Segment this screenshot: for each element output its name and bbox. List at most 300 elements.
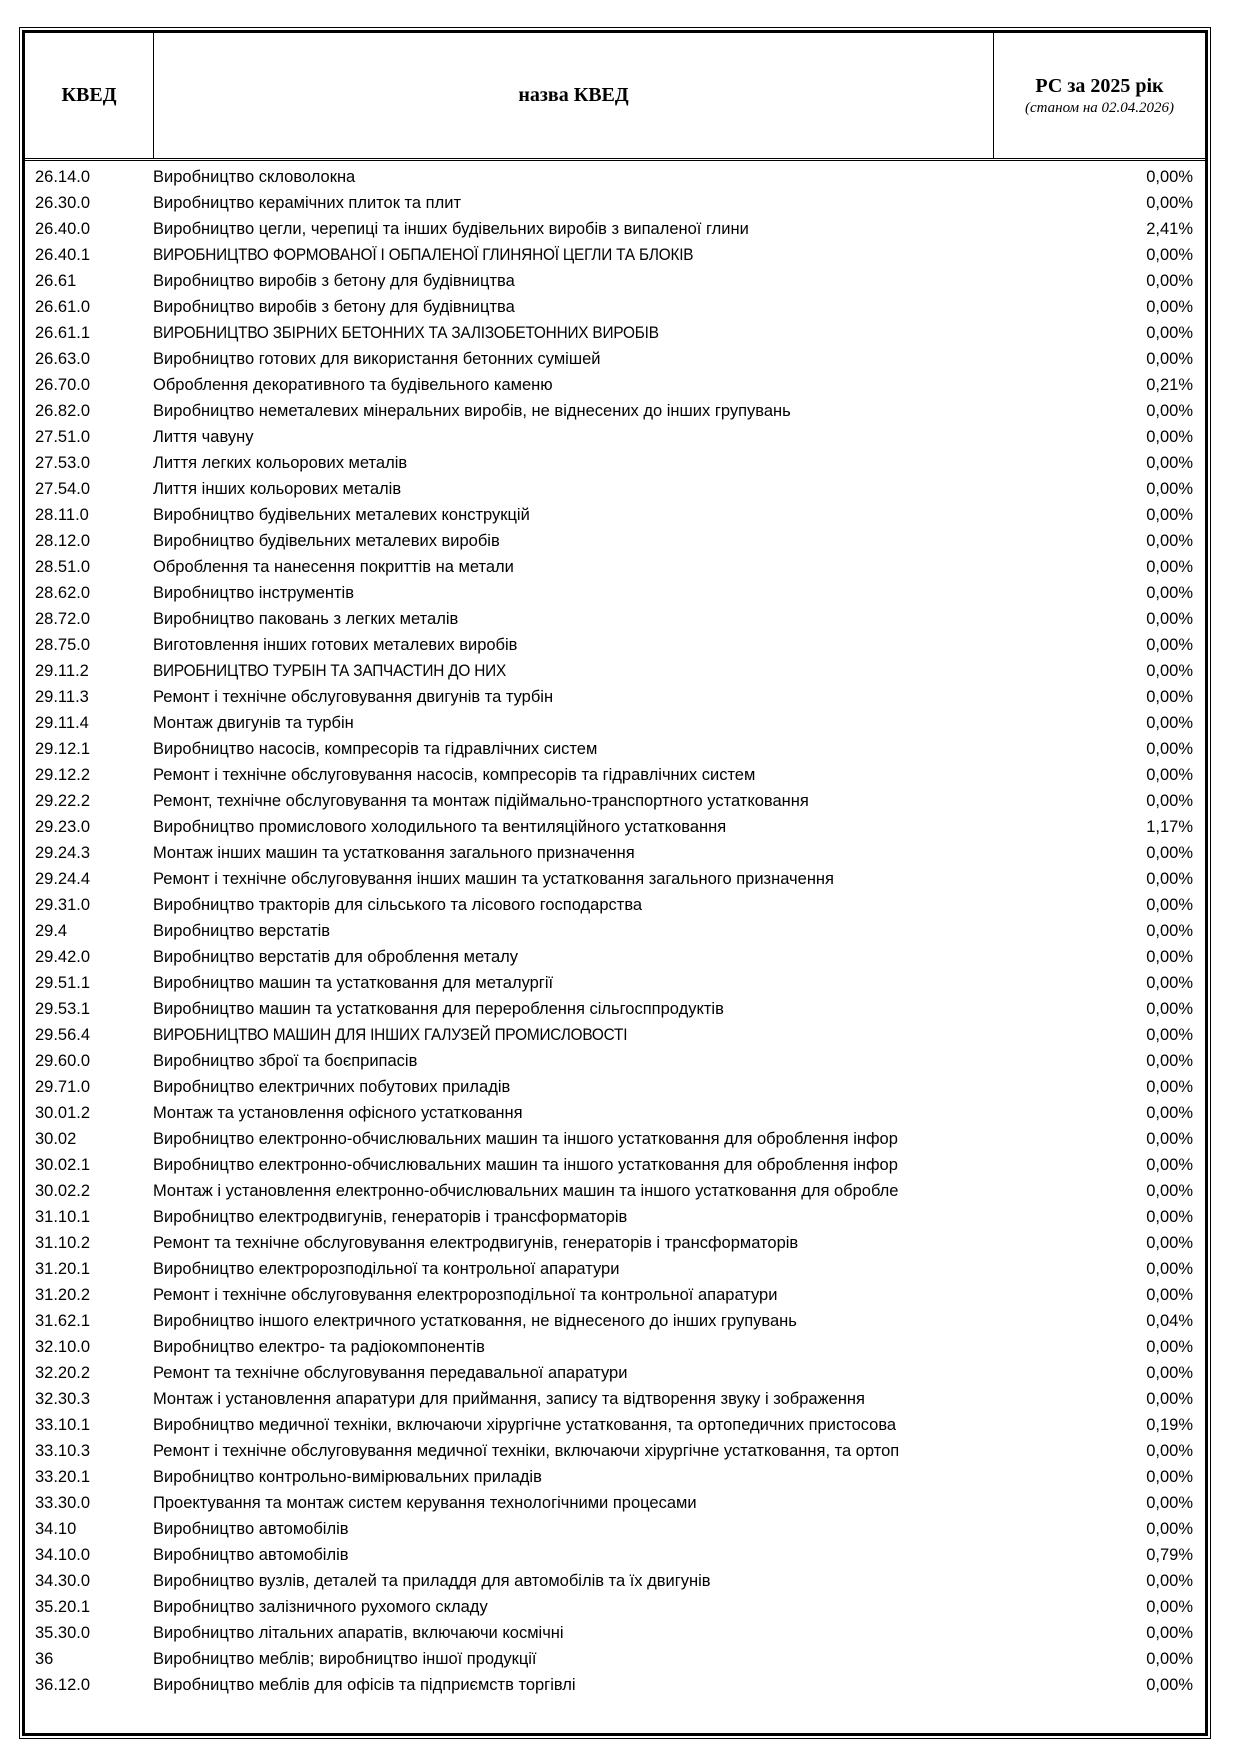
kved-name-cell (153, 216, 993, 242)
kved-code-cell: 30.02 (35, 1130, 77, 1148)
table-row (25, 450, 1205, 476)
rc-value-cell: 0,00% (1146, 1364, 1193, 1382)
kved-name-text: Проектування та монтаж систем керування технологічними процесами (153, 1494, 697, 1512)
kved-code-cell: 26.70.0 (35, 376, 91, 394)
table-row (25, 632, 1205, 658)
kved-name-text: Виробництво виробів з бетону для будівництва (153, 272, 515, 290)
kved-name-text: Ремонт та технічне обслуговування електродвигунів, генераторів і трансформаторів (153, 1234, 799, 1252)
table-row (25, 1464, 1205, 1490)
kved-name-text: Ремонт і технічне обслуговування насосів, компресорів та гідравлічних систем (153, 766, 756, 784)
kved-name-text: Виробництво цегли, черепиці та інших будівельних виробів з випаленої глини (153, 220, 749, 238)
table-row (25, 970, 1205, 996)
kved-name-text: Виробництво машин та устатковання для металургії (153, 974, 554, 992)
table-row (25, 918, 1205, 944)
kved-name-text: Виробництво будівельних металевих конструкцій (153, 506, 530, 524)
rc-value-cell: 0,00% (1146, 1338, 1193, 1356)
kved-name-text: Виробництво електронно-обчислювальних машин та іншого устатковання для оброблення інфор (153, 1156, 898, 1174)
table-row (25, 346, 1205, 372)
kved-name-cell (153, 1568, 993, 1594)
kved-name-cell (153, 866, 993, 892)
kved-name-cell (153, 814, 993, 840)
kved-name-cell (153, 1334, 993, 1360)
table-row (25, 684, 1205, 710)
kved-code-cell: 29.24.3 (35, 844, 91, 862)
kved-name-cell (153, 684, 993, 710)
kved-name-text: Виробництво залізничного рухомого складу (153, 1598, 488, 1616)
kved-name-text: Виробництво машин та устатковання для перероблення сільгосппродуктів (153, 1000, 724, 1018)
table-row (25, 164, 1205, 190)
table-row (25, 528, 1205, 554)
kved-name-text: Ремонт, технічне обслуговування та монтаж підіймально-транспортного устатковання (153, 792, 809, 810)
kved-name-text: Ремонт і технічне обслуговування двигунів та турбін (153, 688, 554, 706)
kved-name-text: Виробництво медичної техніки, включаючи хірургічне устатковання, та ортопедичних пристосова (153, 1416, 897, 1434)
table-row (25, 1516, 1205, 1542)
table-row (25, 1568, 1205, 1594)
kved-name-text: Оброблення та нанесення покриттів на метали (153, 558, 514, 576)
rc-value-cell: 0,21% (1146, 376, 1193, 394)
kved-name-text: Виробництво неметалевих мінеральних виробів, не віднесених до інших групувань (153, 402, 791, 420)
kved-code-cell: 29.51.1 (35, 974, 91, 992)
rc-value-cell: 0,00% (1146, 1624, 1193, 1642)
kved-name-cell (153, 762, 993, 788)
kved-code-cell: 34.10 (35, 1520, 77, 1538)
kved-code-cell: 29.53.1 (35, 1000, 91, 1018)
kved-table (22, 30, 1208, 1736)
rc-value-cell: 0,00% (1146, 532, 1193, 550)
rc-value-cell: 0,00% (1146, 1676, 1193, 1694)
kved-name-text: ВИРОБНИЦТВО ЗБІРНИХ БЕТОННИХ ТА ЗАЛІЗОБЕТОННИХ ВИРОБІВ (153, 324, 659, 342)
rc-value-cell: 0,00% (1146, 1000, 1193, 1018)
kved-name-text: Виробництво автомобілів (153, 1546, 349, 1564)
kved-code-cell: 36.12.0 (35, 1676, 91, 1694)
kved-code-cell: 28.11.0 (35, 506, 89, 524)
kved-name-text: Монтаж і установлення апаратури для приймання, запису та відтворення звуку і зображення (153, 1390, 865, 1408)
rc-value-cell: 0,00% (1146, 298, 1193, 316)
kved-name-text: Виробництво будівельних металевих виробів (153, 532, 500, 550)
table-row (25, 1412, 1205, 1438)
table-row (25, 1438, 1205, 1464)
table-row (25, 1308, 1205, 1334)
rc-value-cell: 0,00% (1146, 948, 1193, 966)
rc-value-cell: 0,00% (1146, 1650, 1193, 1668)
rc-value-cell: 0,00% (1146, 870, 1193, 888)
rc-value-cell: 0,00% (1146, 1520, 1193, 1538)
rc-value-cell: 0,00% (1146, 558, 1193, 576)
rc-value-cell: 0,00% (1146, 662, 1193, 680)
kved-code-cell: 32.30.3 (35, 1390, 91, 1408)
kved-code-cell: 28.75.0 (35, 636, 91, 654)
kved-name-text: Виробництво інструментів (153, 584, 354, 602)
kved-name-cell (153, 580, 993, 606)
kved-name-cell (153, 1230, 993, 1256)
table-row (25, 1204, 1205, 1230)
kved-name-text: Лиття інших кольорових металів (153, 480, 402, 498)
kved-code-cell: 33.30.0 (35, 1494, 91, 1512)
kved-name-cell (153, 476, 993, 502)
kved-name-text: Ремонт та технічне обслуговування передавальної апаратури (153, 1364, 628, 1382)
table-row (25, 814, 1205, 840)
table-row (25, 1256, 1205, 1282)
kved-name-cell (153, 190, 993, 216)
kved-name-text: Виробництво верстатів для оброблення металу (153, 948, 519, 966)
kved-name-cell (153, 1542, 993, 1568)
rc-value-cell: 0,00% (1146, 1234, 1193, 1252)
kved-name-cell (153, 1048, 993, 1074)
rc-value-cell: 0,00% (1146, 792, 1193, 810)
table-row (25, 242, 1205, 268)
kved-code-cell: 29.56.4 (35, 1026, 91, 1044)
kved-code-cell: 29.11.4 (35, 714, 89, 732)
kved-name-cell (153, 1022, 993, 1048)
kved-name-cell (153, 1594, 993, 1620)
kved-code-cell: 29.12.1 (35, 740, 91, 758)
kved-code-cell: 26.61 (35, 272, 77, 290)
header-cell-rc (993, 33, 1205, 158)
kved-code-cell: 26.61.0 (35, 298, 91, 316)
kved-name-cell (153, 970, 993, 996)
header-name-label: назва КВЕД (518, 84, 629, 106)
kved-code-cell: 32.10.0 (35, 1338, 91, 1356)
kved-name-cell (153, 1100, 993, 1126)
rc-value-cell: 0,00% (1146, 1442, 1193, 1460)
table-row (25, 476, 1205, 502)
rc-value-cell: 0,00% (1146, 922, 1193, 940)
kved-name-text: Монтаж та установлення офісного устатковання (153, 1104, 523, 1122)
rc-value-cell: 0,00% (1146, 1052, 1193, 1070)
rc-value-cell: 0,19% (1146, 1416, 1193, 1434)
table-row (25, 1360, 1205, 1386)
kved-name-cell (153, 1516, 993, 1542)
table-row (25, 320, 1205, 346)
kved-name-text: Виробництво промислового холодильного та вентиляційного устатковання (153, 818, 727, 836)
kved-name-cell (153, 1438, 993, 1464)
rc-value-cell: 0,00% (1146, 1260, 1193, 1278)
kved-code-cell: 27.53.0 (35, 454, 91, 472)
kved-code-cell: 35.30.0 (35, 1624, 91, 1642)
kved-code-cell: 26.61.1 (35, 324, 91, 342)
rc-value-cell: 0,00% (1146, 1130, 1193, 1148)
table-row (25, 606, 1205, 632)
kved-code-cell: 28.72.0 (35, 610, 91, 628)
kved-code-cell: 28.62.0 (35, 584, 91, 602)
kved-name-cell (153, 268, 993, 294)
kved-name-cell (153, 164, 993, 190)
kved-name-cell (153, 632, 993, 658)
kved-name-cell (153, 892, 993, 918)
table-row (25, 736, 1205, 762)
kved-code-cell: 29.12.2 (35, 766, 91, 784)
kved-name-text: Виробництво електродвигунів, генераторів і трансформаторів (153, 1208, 628, 1226)
kved-name-text: Виробництво верстатів (153, 922, 331, 940)
kved-name-text: Монтаж інших машин та устатковання загального призначення (153, 844, 635, 862)
kved-name-cell (153, 1126, 993, 1152)
kved-name-text: Лиття чавуну (153, 428, 254, 446)
kved-code-cell: 26.30.0 (35, 194, 91, 212)
kved-name-cell (153, 294, 993, 320)
rc-value-cell: 0,00% (1146, 740, 1193, 758)
kved-name-cell (153, 1308, 993, 1334)
kved-code-cell: 33.10.3 (35, 1442, 91, 1460)
kved-name-text: Виробництво електророзподільної та контрольної апаратури (153, 1260, 620, 1278)
table-row (25, 1386, 1205, 1412)
kved-name-text: Оброблення декоративного та будівельного каменю (153, 376, 553, 394)
table-row (25, 762, 1205, 788)
table-row (25, 1542, 1205, 1568)
table-row (25, 1178, 1205, 1204)
table-row (25, 502, 1205, 528)
kved-code-cell: 31.62.1 (35, 1312, 91, 1330)
rc-value-cell: 0,00% (1146, 584, 1193, 602)
rc-value-cell: 0,00% (1146, 610, 1193, 628)
rc-value-cell: 0,00% (1146, 1572, 1193, 1590)
kved-code-cell: 29.11.2 (35, 662, 89, 680)
table-row (25, 1672, 1205, 1698)
kved-name-cell (153, 1672, 993, 1698)
kved-code-cell: 30.01.2 (35, 1104, 91, 1122)
kved-code-cell: 31.20.2 (35, 1286, 91, 1304)
kved-name-text: Виробництво зброї та боєприпасів (153, 1052, 418, 1070)
rc-value-cell: 0,00% (1146, 688, 1193, 706)
kved-name-cell (153, 944, 993, 970)
table-row (25, 840, 1205, 866)
rc-value-cell: 0,00% (1146, 324, 1193, 342)
table-row (25, 1620, 1205, 1646)
kved-name-cell (153, 788, 993, 814)
rc-value-cell: 0,00% (1146, 1208, 1193, 1226)
kved-name-cell (153, 658, 993, 684)
header-kved-label: КВЕД (61, 84, 117, 106)
table-row (25, 710, 1205, 736)
kved-name-cell (153, 1646, 993, 1672)
rc-value-cell: 0,00% (1146, 194, 1193, 212)
rc-value-cell: 0,00% (1146, 1390, 1193, 1408)
kved-code-cell: 27.54.0 (35, 480, 91, 498)
kved-name-cell (153, 320, 993, 346)
kved-name-cell (153, 1074, 993, 1100)
rc-value-cell: 0,00% (1146, 350, 1193, 368)
rc-value-cell: 0,00% (1146, 766, 1193, 784)
kved-name-text: Виробництво готових для використання бетонних сумішей (153, 350, 601, 368)
rc-value-cell: 0,00% (1146, 454, 1193, 472)
table-row (25, 424, 1205, 450)
table-row (25, 1490, 1205, 1516)
rc-value-cell: 0,00% (1146, 844, 1193, 862)
rc-value-cell: 0,00% (1146, 1468, 1193, 1486)
table-row (25, 892, 1205, 918)
table-row (25, 1022, 1205, 1048)
kved-name-text: Монтаж двигунів та турбін (153, 714, 354, 732)
header-cell-kved (25, 33, 153, 158)
kved-name-text: ВИРОБНИЦТВО ФОРМОВАНОЇ І ОБПАЛЕНОЇ ГЛИНЯНОЇ ЦЕГЛИ ТА БЛОКІВ (153, 246, 694, 264)
kved-name-text: Виробництво автомобілів (153, 1520, 349, 1538)
kved-name-cell (153, 1152, 993, 1178)
kved-code-cell: 29.60.0 (35, 1052, 91, 1070)
kved-code-cell: 27.51.0 (35, 428, 91, 446)
kved-name-text: Виготовлення інших готових металевих виробів (153, 636, 518, 654)
kved-code-cell: 29.22.2 (35, 792, 91, 810)
kved-name-text: Ремонт і технічне обслуговування інших машин та устатковання загального призначення (153, 870, 834, 888)
kved-code-cell: 33.10.1 (35, 1416, 91, 1434)
kved-code-cell: 29.11.3 (35, 688, 89, 706)
table-row (25, 216, 1205, 242)
kved-code-cell: 26.40.0 (35, 220, 91, 238)
kved-code-cell: 26.14.0 (35, 168, 91, 186)
kved-name-cell (153, 502, 993, 528)
kved-name-text: Лиття легких кольорових металів (153, 454, 408, 472)
rc-value-cell: 0,00% (1146, 974, 1193, 992)
table-row (25, 268, 1205, 294)
table-row (25, 372, 1205, 398)
kved-name-cell (153, 1620, 993, 1646)
kved-code-cell: 28.51.0 (35, 558, 91, 576)
kved-code-cell: 31.10.1 (35, 1208, 91, 1226)
kved-name-text: Ремонт і технічне обслуговування електророзподільної та контрольної апаратури (153, 1286, 778, 1304)
rc-value-cell: 0,00% (1146, 714, 1193, 732)
kved-name-cell (153, 450, 993, 476)
kved-name-cell (153, 1204, 993, 1230)
table-row (25, 1646, 1205, 1672)
kved-name-text: Виробництво іншого електричного устатковання, не віднесеного до інших групувань (153, 1312, 797, 1330)
table-row (25, 658, 1205, 684)
rc-value-cell: 0,00% (1146, 1286, 1193, 1304)
rc-value-cell: 0,00% (1146, 636, 1193, 654)
kved-code-cell: 31.10.2 (35, 1234, 91, 1252)
kved-code-cell: 29.4 (35, 922, 68, 940)
kved-name-text: Монтаж і установлення електронно-обчислювальних машин та іншого устатковання для обробле (153, 1182, 899, 1200)
kved-name-text: Виробництво меблів для офісів та підприємств торгівлі (153, 1676, 576, 1694)
kved-code-cell: 33.20.1 (35, 1468, 91, 1486)
rc-value-cell: 0,00% (1146, 168, 1193, 186)
kved-name-cell (153, 554, 993, 580)
kved-name-cell (153, 346, 993, 372)
table-row (25, 1282, 1205, 1308)
rc-value-cell: 0,00% (1146, 1104, 1193, 1122)
kved-name-cell (153, 1282, 993, 1308)
kved-name-text: ВИРОБНИЦТВО ТУРБІН ТА ЗАПЧАСТИН ДО НИХ (153, 662, 507, 680)
header-cell-name (153, 33, 993, 158)
kved-name-cell (153, 606, 993, 632)
kved-name-text: Виробництво керамічних плиток та плит (153, 194, 462, 212)
kved-name-cell (153, 1178, 993, 1204)
rc-value-cell: 0,00% (1146, 246, 1193, 264)
table-row (25, 1334, 1205, 1360)
kved-code-cell: 32.20.2 (35, 1364, 91, 1382)
rc-value-cell: 0,00% (1146, 1598, 1193, 1616)
table-row (25, 944, 1205, 970)
table-header-row (25, 33, 1205, 161)
kved-code-cell: 29.23.0 (35, 818, 91, 836)
table-row (25, 1594, 1205, 1620)
kved-name-cell (153, 1490, 993, 1516)
kved-name-text: Виробництво електронно-обчислювальних машин та іншого устатковання для оброблення інфор (153, 1130, 898, 1148)
kved-name-cell (153, 372, 993, 398)
kved-code-cell: 34.30.0 (35, 1572, 91, 1590)
rc-value-cell: 0,00% (1146, 428, 1193, 446)
table-row (25, 866, 1205, 892)
rc-value-cell: 0,00% (1146, 506, 1193, 524)
rc-value-cell: 0,00% (1146, 896, 1193, 914)
kved-name-cell (153, 242, 993, 268)
kved-name-cell (153, 710, 993, 736)
table-row (25, 580, 1205, 606)
kved-name-text: Виробництво меблів; виробництво іншої продукції (153, 1650, 537, 1668)
rc-value-cell: 0,00% (1146, 1156, 1193, 1174)
rc-value-cell: 2,41% (1146, 220, 1193, 238)
kved-name-cell (153, 398, 993, 424)
table-row (25, 1074, 1205, 1100)
kved-name-text: Виробництво електричних побутових приладів (153, 1078, 511, 1096)
kved-code-cell: 30.02.2 (35, 1182, 91, 1200)
kved-code-cell: 29.24.4 (35, 870, 91, 888)
table-row (25, 996, 1205, 1022)
rc-value-cell: 0,00% (1146, 1182, 1193, 1200)
kved-name-text: Виробництво контрольно-вимірювальних приладів (153, 1468, 542, 1486)
kved-name-cell (153, 918, 993, 944)
kved-code-cell: 29.42.0 (35, 948, 91, 966)
rc-value-cell: 0,00% (1146, 272, 1193, 290)
kved-code-cell: 34.10.0 (35, 1546, 91, 1564)
kved-name-text: Виробництво насосів, компресорів та гідравлічних систем (153, 740, 598, 758)
rc-value-cell: 1,17% (1146, 818, 1193, 836)
table-row (25, 1126, 1205, 1152)
table-row (25, 554, 1205, 580)
kved-name-text: Виробництво електро- та радіокомпонентів (153, 1338, 485, 1356)
kved-name-text: Ремонт і технічне обслуговування медичної техніки, включаючи хірургічне устатковання, та ортоп (153, 1442, 900, 1460)
header-rc-title: РС за 2025 рік (1035, 74, 1164, 97)
header-rc-subtitle: (станом на 02.04.2026) (1024, 99, 1175, 116)
kved-name-cell (153, 1256, 993, 1282)
kved-code-cell: 31.20.1 (35, 1260, 91, 1278)
kved-name-cell (153, 424, 993, 450)
kved-name-text: ВИРОБНИЦТВО МАШИН ДЛЯ ІНШИХ ГАЛУЗЕЙ ПРОМИСЛОВОСТІ (153, 1026, 628, 1044)
rc-value-cell: 0,04% (1146, 1312, 1193, 1330)
table-row (25, 1100, 1205, 1126)
kved-name-cell (153, 1386, 993, 1412)
table-row (25, 1152, 1205, 1178)
rc-value-cell: 0,79% (1146, 1546, 1193, 1564)
table-row (25, 398, 1205, 424)
kved-code-cell: 29.71.0 (35, 1078, 91, 1096)
kved-code-cell: 26.40.1 (35, 246, 91, 264)
kved-code-cell: 30.02.1 (35, 1156, 91, 1174)
rc-value-cell: 0,00% (1146, 402, 1193, 420)
kved-name-text: Виробництво вузлів, деталей та приладдя для автомобілів та їх двигунів (153, 1572, 711, 1590)
table-row (25, 1048, 1205, 1074)
rc-value-cell: 0,00% (1146, 1494, 1193, 1512)
kved-name-cell (153, 1464, 993, 1490)
table-row (25, 294, 1205, 320)
kved-code-cell: 35.20.1 (35, 1598, 91, 1616)
kved-name-text: Виробництво літальних апаратів, включаючи космічні (153, 1624, 564, 1642)
table-row (25, 1230, 1205, 1256)
kved-name-text: Виробництво виробів з бетону для будівництва (153, 298, 515, 316)
kved-name-cell (153, 840, 993, 866)
kved-name-cell (153, 1412, 993, 1438)
rc-value-cell: 0,00% (1146, 1078, 1193, 1096)
kved-name-cell (153, 528, 993, 554)
kved-name-cell (153, 996, 993, 1022)
rc-value-cell: 0,00% (1146, 480, 1193, 498)
table-row (25, 788, 1205, 814)
kved-name-cell (153, 1360, 993, 1386)
kved-code-cell: 26.63.0 (35, 350, 91, 368)
table-body (25, 161, 1205, 1733)
kved-name-cell (153, 736, 993, 762)
table-row (25, 190, 1205, 216)
kved-code-cell: 26.82.0 (35, 402, 91, 420)
rc-value-cell: 0,00% (1146, 1026, 1193, 1044)
kved-name-text: Виробництво скловолокна (153, 168, 356, 186)
